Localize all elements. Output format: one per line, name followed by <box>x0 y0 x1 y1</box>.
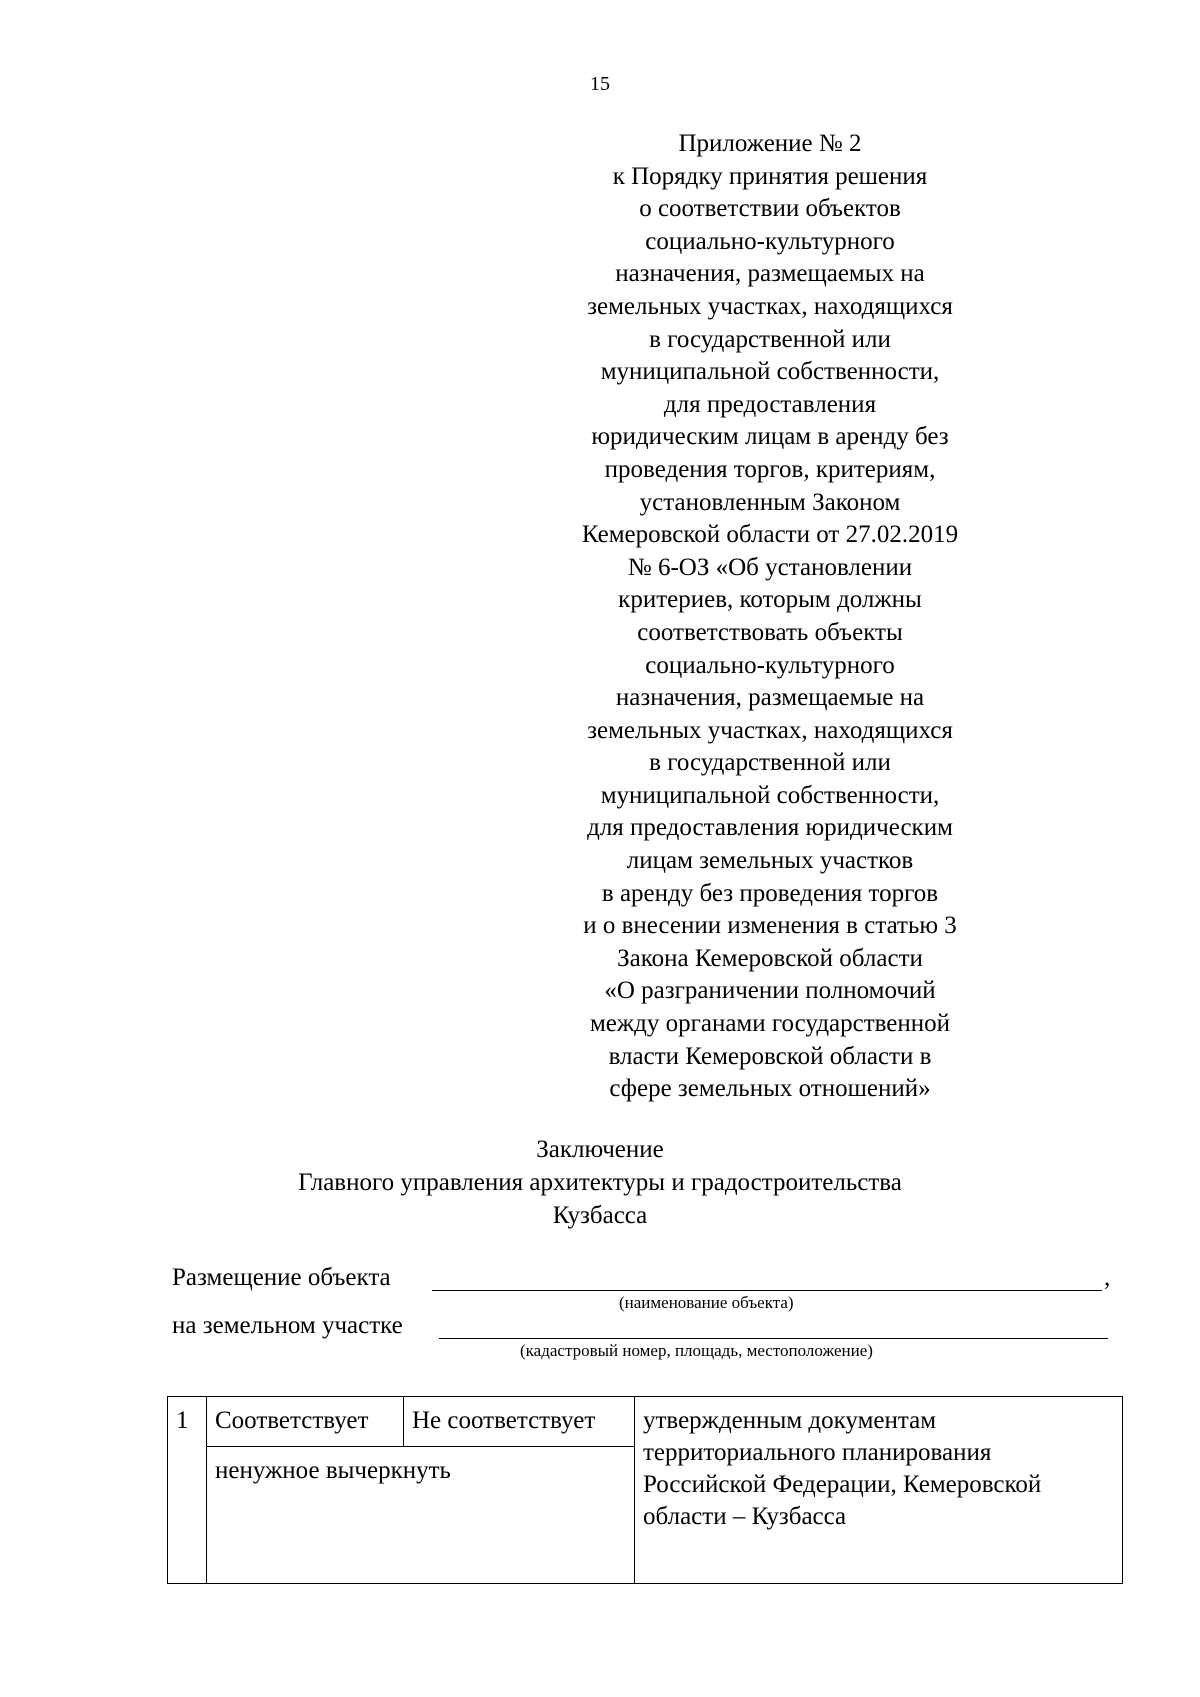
appendix-line: в государственной или <box>649 325 891 353</box>
conclusion-heading: Заключение <box>536 1136 664 1163</box>
appendix-line: лицам земельных участков <box>626 847 914 875</box>
appendix-line: для предоставления <box>663 390 877 418</box>
object-label: Размещение объекта <box>172 1264 391 1291</box>
object-caption: (наименование объекта) <box>619 1293 794 1312</box>
appendix-line: социально-культурного <box>645 227 895 255</box>
plot-label: на земельном участке <box>172 1312 403 1339</box>
appendix-line: в государственной или <box>649 749 891 777</box>
appendix-line: в аренду без проведения торгов <box>601 879 939 907</box>
conclusion-authority: Главного управления архитектуры и градостроительства <box>298 1169 902 1196</box>
appendix-line: соответствовать объекты <box>637 618 903 646</box>
appendix-line: назначения, размещаемые на <box>615 684 925 712</box>
appendix-line: муниципальной собственности, <box>600 358 940 386</box>
criteria-line: утвержденным документам <box>643 1407 937 1434</box>
page-number: 15 <box>590 73 610 95</box>
plot-caption: (кадастровый номер, площадь, местоположение) <box>520 1341 873 1360</box>
conclusion-region: Кузбасса <box>552 1202 648 1229</box>
appendix-line: проведения торгов, критериям, <box>604 455 936 483</box>
criteria-line: области – Кузбасса <box>643 1503 847 1530</box>
appendix-line: между органами государственной <box>589 1010 951 1038</box>
appendix-line: власти Кемеровской области в <box>608 1042 932 1070</box>
appendix-line: социально-культурного <box>645 651 895 679</box>
appendix-line: № 6-ОЗ «Об установлении <box>627 553 913 581</box>
appendix-line: юридическим лицам в аренду без <box>591 423 949 451</box>
appendix-line: Закона Кемеровской области <box>617 944 923 972</box>
row-number: 1 <box>168 1397 207 1584</box>
conclusion-title <box>0 1133 1200 1232</box>
criteria-line: Российской Федерации, Кемеровской <box>643 1471 1042 1498</box>
appendix-line: сфере земельных отношений» <box>609 1075 931 1103</box>
appendix-header <box>560 128 980 1106</box>
appendix-line: «О разграничении полномочий <box>604 977 936 1005</box>
appendix-line: к Порядку принятия решения <box>612 162 928 190</box>
criteria-line: территориального планирования <box>643 1439 992 1466</box>
strike-instruction: ненужное вычеркнуть <box>207 1447 635 1584</box>
appendix-line: муниципальной собственности, <box>600 781 940 809</box>
appendix-line: для предоставления юридическим <box>587 814 953 842</box>
appendix-line: земельных участках, находящихся <box>587 716 953 744</box>
appendix-line: установленным Законом <box>639 488 901 516</box>
appendix-line: назначения, размещаемых на <box>615 260 925 288</box>
option-mismatch[interactable]: Не соответствует <box>404 1397 635 1447</box>
appendix-line: критериев, которым должны <box>618 586 922 614</box>
appendix-line: и о внесении изменения в статью 3 <box>583 912 957 940</box>
assessment-table <box>167 1396 1123 1584</box>
object-name-field[interactable] <box>432 1290 1102 1291</box>
criteria-description <box>635 1397 1123 1584</box>
object-trailing-comma: , <box>1104 1264 1111 1291</box>
appendix-line: Приложение № 2 <box>678 130 862 157</box>
plot-details-field[interactable] <box>439 1338 1108 1339</box>
appendix-line: Кемеровской области от 27.02.2019 <box>581 521 959 549</box>
appendix-line: о соответствии объектов <box>639 195 901 223</box>
option-match[interactable]: Соответствует <box>207 1397 404 1447</box>
appendix-line: земельных участках, находящихся <box>587 292 953 320</box>
